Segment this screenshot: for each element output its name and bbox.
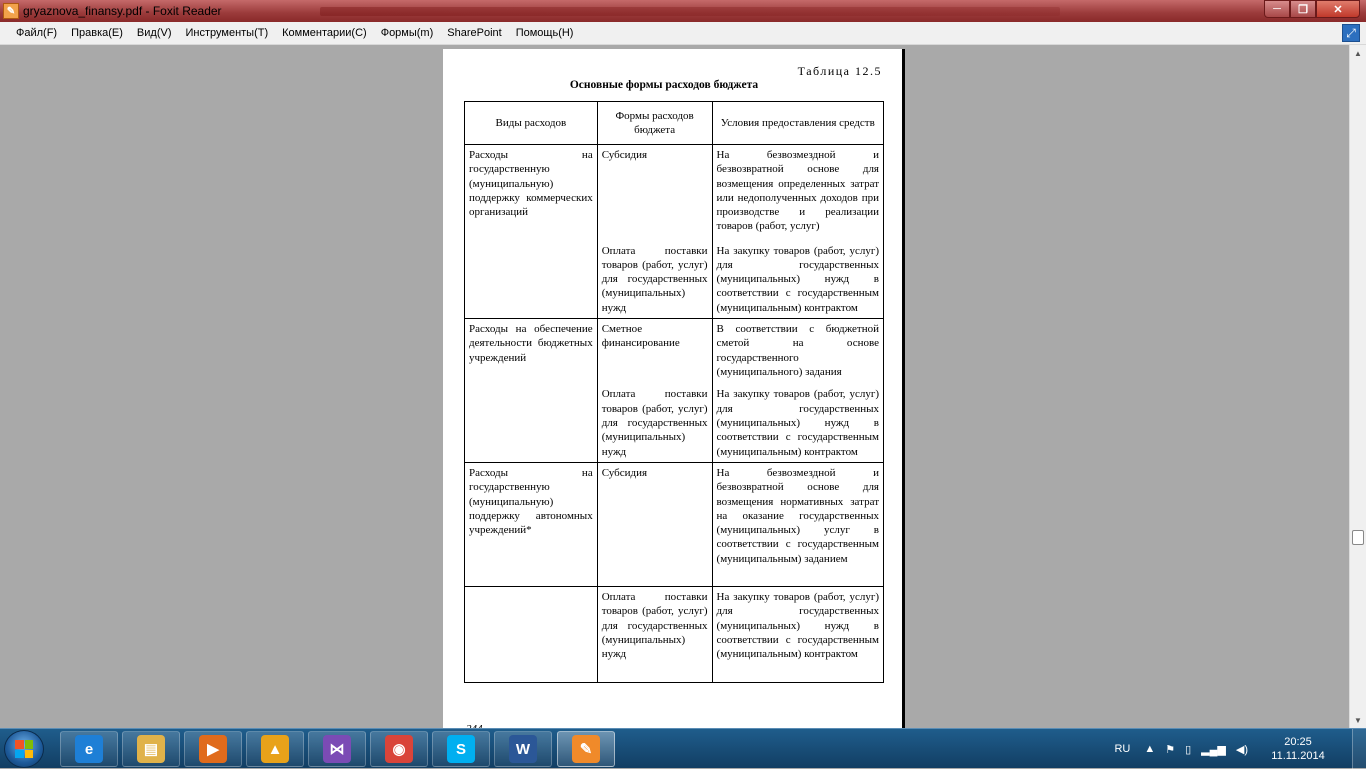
windows-logo-icon (15, 740, 33, 758)
cell-condition: На закупку товаров (работ, услуг) для государственных (муниципальных) нужд в соответствии с государственным (муниципальным) контрактом (712, 384, 883, 462)
show-desktop-button[interactable] (1352, 729, 1366, 769)
title-bar-blurred-text (320, 7, 1060, 16)
cell-condition: На безвозмездной и безвозвратной основе для возмещения определенных затрат или недополученных доходов при производстве и реализации товаров (работ, услуг) (712, 145, 883, 241)
clock[interactable] (1258, 735, 1338, 763)
chrome-icon: ◉ (385, 735, 413, 763)
cell-form: Оплата поставки товаров (работ, услуг) для государственных (муниципальных) нужд (597, 384, 712, 462)
table-row (465, 318, 884, 384)
table-label: Таблица 12.5 (797, 64, 882, 78)
header-expense-type: Виды расходов (465, 102, 598, 145)
cell-type: Расходы на государственную (муниципальную) поддержку автономных учреждений* (465, 462, 598, 586)
menu-edit[interactable]: Правка(E) (71, 27, 123, 39)
cell-form: Оплата поставки товаров (работ, услуг) для государственных (муниципальных) нужд (597, 241, 712, 319)
aimp-icon: ▲ (261, 735, 289, 763)
cell-condition: В соответствии с бюджетной сметой на основе государственного (муниципального) задания (712, 318, 883, 384)
foxit-reader-icon: ✎ (572, 735, 600, 763)
cell-form: Субсидия (597, 462, 712, 586)
close-button[interactable]: ✕ (1316, 0, 1360, 18)
tray-expand-icon[interactable]: ▲ (1144, 743, 1156, 755)
menu-bar (0, 22, 1366, 45)
table-row (465, 145, 884, 241)
foxit-app-icon[interactable]: ✎ (3, 3, 19, 19)
skype-icon: S (447, 735, 475, 763)
menu-sharepoint[interactable]: SharePoint (447, 27, 502, 39)
table-row (465, 462, 884, 586)
taskbar-app-button[interactable] (432, 731, 490, 767)
clock-date: 11.11.2014 (1271, 750, 1325, 762)
language-indicator[interactable]: RU (1114, 743, 1131, 755)
file-explorer-icon: ▤ (137, 735, 165, 763)
visual-studio-icon: ⋈ (323, 735, 351, 763)
pdf-page (443, 49, 905, 739)
scroll-up-icon[interactable]: ▲ (1354, 48, 1362, 58)
media-player-icon: ▶ (199, 735, 227, 763)
cell-condition: На безвозмездной и безвозвратной основе для возмещения нормативных затрат на оказание государственных (муниципальных) услуг в соответствии с государственным (муниципальным) заданием (712, 462, 883, 586)
word-icon: W (509, 735, 537, 763)
maximize-button[interactable]: ❐ (1290, 0, 1316, 18)
cell-condition: На закупку товаров (работ, услуг) для государственных (муниципальных) нужд в соответствии с государственным (муниципальным) контрактом (712, 241, 883, 319)
start-button[interactable] (4, 730, 44, 768)
menu-comments[interactable]: Комментарии(C) (282, 27, 367, 39)
taskbar-app-button[interactable] (557, 731, 615, 767)
taskbar-app-button[interactable] (494, 731, 552, 767)
window-title: gryaznova_finansy.pdf - Foxit Reader (23, 4, 222, 18)
menu-help[interactable]: Помощь(H) (515, 27, 574, 39)
cell-condition: На закупку товаров (работ, услуг) для государственных (муниципальных) нужд в соответствии с государственным (муниципальным) контрактом (712, 586, 883, 682)
taskbar-app-button[interactable] (370, 731, 428, 767)
taskbar-app-button[interactable] (308, 731, 366, 767)
cell-type: Расходы на государственную (муниципальную) поддержку коммерческих организаций (465, 145, 598, 319)
taskbar-app-button[interactable] (60, 731, 118, 767)
menu-file[interactable]: Файл(F) (16, 27, 58, 39)
cell-form: Оплата поставки товаров (работ, услуг) для государственных (муниципальных) нужд (597, 586, 712, 682)
cell-type (465, 586, 598, 682)
table-row (465, 586, 884, 682)
table-header-row (465, 102, 884, 145)
taskbar-app-button[interactable] (184, 731, 242, 767)
scroll-down-icon[interactable]: ▼ (1354, 715, 1362, 725)
budget-expenses-table (464, 101, 884, 683)
menu-view[interactable]: Вид(V) (136, 27, 172, 39)
header-conditions: Условия предоставления средств (712, 102, 883, 145)
clock-time: 20:25 (1284, 736, 1312, 748)
table-title: Основные формы расходов бюджета (569, 79, 759, 91)
battery-icon[interactable]: ▯ (1185, 743, 1192, 756)
cell-type: Расходы на обеспечение деятельности бюджетных учреждений (465, 318, 598, 462)
menu-tools[interactable]: Инструменты(T) (185, 27, 269, 39)
taskbar-app-button[interactable] (122, 731, 180, 767)
menu-forms[interactable]: Формы(m) (380, 27, 434, 39)
document-view[interactable] (0, 45, 1349, 728)
cell-form: Сметное финансирование (597, 318, 712, 384)
minimize-button[interactable]: ─ (1264, 0, 1290, 18)
cell-form: Субсидия (597, 145, 712, 241)
title-bar (0, 0, 1366, 22)
taskbar (0, 728, 1366, 768)
taskbar-app-button[interactable] (246, 731, 304, 767)
volume-icon[interactable]: ◀) (1235, 743, 1248, 756)
scroll-thumb[interactable] (1352, 530, 1364, 545)
network-signal-icon[interactable]: ▂▄▆ (1201, 743, 1226, 756)
fullscreen-toggle-icon[interactable]: ⤢ (1342, 24, 1360, 42)
header-expense-form: Формы расходов бюджета (597, 102, 712, 145)
vertical-scrollbar[interactable] (1349, 45, 1366, 728)
system-tray (1114, 729, 1366, 769)
action-center-flag-icon[interactable]: ⚑ (1165, 743, 1176, 756)
ie-icon: e (75, 735, 103, 763)
